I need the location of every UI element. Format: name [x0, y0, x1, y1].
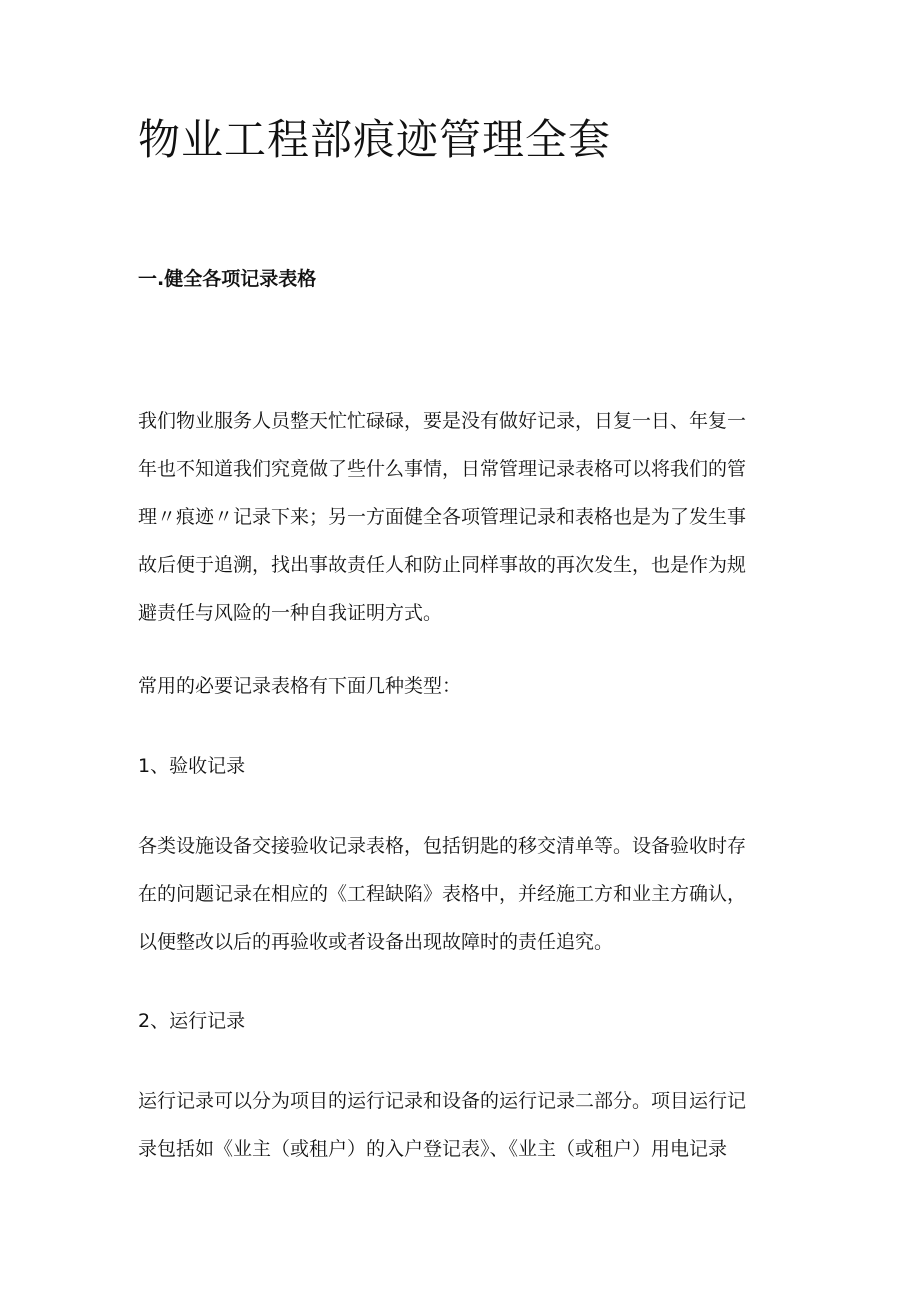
acceptance-record-line-3: 以便整改以后的再验收或者设备出现故障时的责任追究。	[138, 931, 614, 953]
acceptance-record-line-1: 各类设施设备交接验收记录表格，包括钥匙的移交清单等。设备验收时存	[138, 835, 747, 857]
operation-record-line-2: 录包括如《业主（或租户）的入户登记表》、《业主（或租户）用电记录	[138, 1138, 728, 1160]
intro-paragraph-line-3: 理〃痕迹〃记录下来；另一方面健全各项管理记录和表格也是为了发生事	[138, 506, 747, 528]
intro-paragraph-line-1: 我们物业服务人员整天忙忙碌碌，要是没有做好记录，日复一日、年复一	[138, 410, 747, 432]
acceptance-record-line-2: 在的问题记录在相应的《工程缺陷》表格中，并经施工方和业主方确认，	[138, 883, 747, 905]
intro-paragraph-line-4: 故后便于追溯，找出事故责任人和防止同样事故的再次发生，也是作为规	[138, 554, 747, 576]
intro-paragraph	[138, 397, 788, 637]
intro-paragraph-line-5: 避责任与风险的一种自我证明方式。	[138, 602, 443, 624]
acceptance-record-paragraph	[138, 822, 788, 966]
intro-paragraph-line-2: 年也不知道我们究竟做了些什么事情，日常管理记录表格可以将我们的管	[138, 458, 747, 480]
operation-record-paragraph	[138, 1077, 788, 1173]
section-heading: 一.健全各项记录表格	[138, 268, 317, 290]
operation-record-line-1: 运行记录可以分为项目的运行记录和设备的运行记录二部分。项目运行记	[138, 1090, 747, 1112]
document-title: 物业工程部痕迹管理全套	[138, 115, 612, 164]
record-types-intro: 常用的必要记录表格有下面几种类型：	[138, 675, 462, 697]
operation-record-heading: 2、运行记录	[138, 1010, 246, 1032]
acceptance-record-heading: 1、验收记录	[138, 755, 246, 777]
